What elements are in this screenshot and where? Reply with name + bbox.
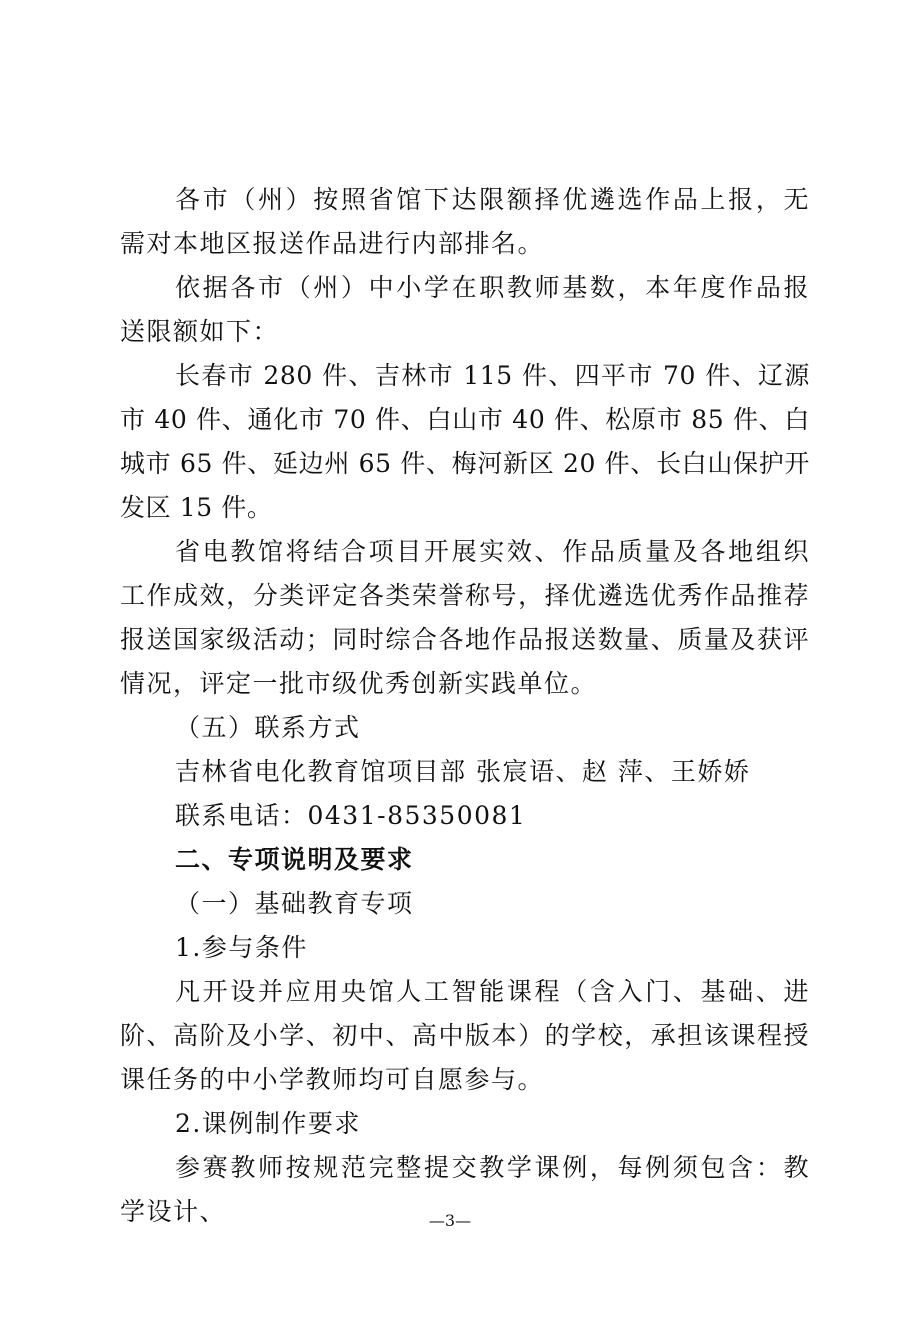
subsection-basic-education: （一）基础教育专项 (175, 889, 414, 918)
page-number: —3— (428, 1211, 472, 1230)
paragraph-participation-details: 凡开设并应用央馆人工智能课程（含入门、基础、进阶、高阶及小学、初中、高中版本）的学校，承担该课程授课任务的中小学教师均可自愿参与。 (120, 977, 810, 1094)
item-lesson-requirements: 2.课例制作要求 (175, 1109, 361, 1138)
item-participation-conditions: 1.参与条件 (175, 933, 308, 962)
paragraph-quota-intro: 依据各市（州）中小学在职教师基数，本年度作品报送限额如下： (120, 273, 810, 346)
section-contact-heading: （五）联系方式 (175, 713, 361, 742)
contact-phone: 联系电话：0431-85350081 (175, 801, 527, 830)
section-heading-special-items: 二、专项说明及要求 (175, 845, 414, 874)
paragraph-submission-rule: 各市（州）按照省馆下达限额择优遴选作品上报，无需对本地区报送作品进行内部排名。 (120, 185, 810, 258)
paragraph-quota-list: 长春市 280 件、吉林市 115 件、四平市 70 件、辽源市 40 件、通化市 70 件、白山市 40 件、松原市 85 件、白城市 65 件、延边州 65 件、梅河新区 20 件、长白山保护开发区 15 件。 (120, 361, 810, 522)
document-body (120, 178, 810, 1234)
paragraph-lesson-details: 参赛教师按规范完整提交教学课例，每例须包含：教学设计、 (120, 1153, 810, 1226)
paragraph-evaluation: 省电教馆将结合项目开展实效、作品质量及各地组织工作成效，分类评定各类荣誉称号，择优遴选优秀作品推荐报送国家级活动；同时综合各地作品报送数量、质量及获评情况，评定一批市级优秀创新实践单位。 (120, 537, 810, 698)
contact-persons: 吉林省电化教育馆项目部 张宸语、赵 萍、王娇娇 (175, 757, 751, 786)
